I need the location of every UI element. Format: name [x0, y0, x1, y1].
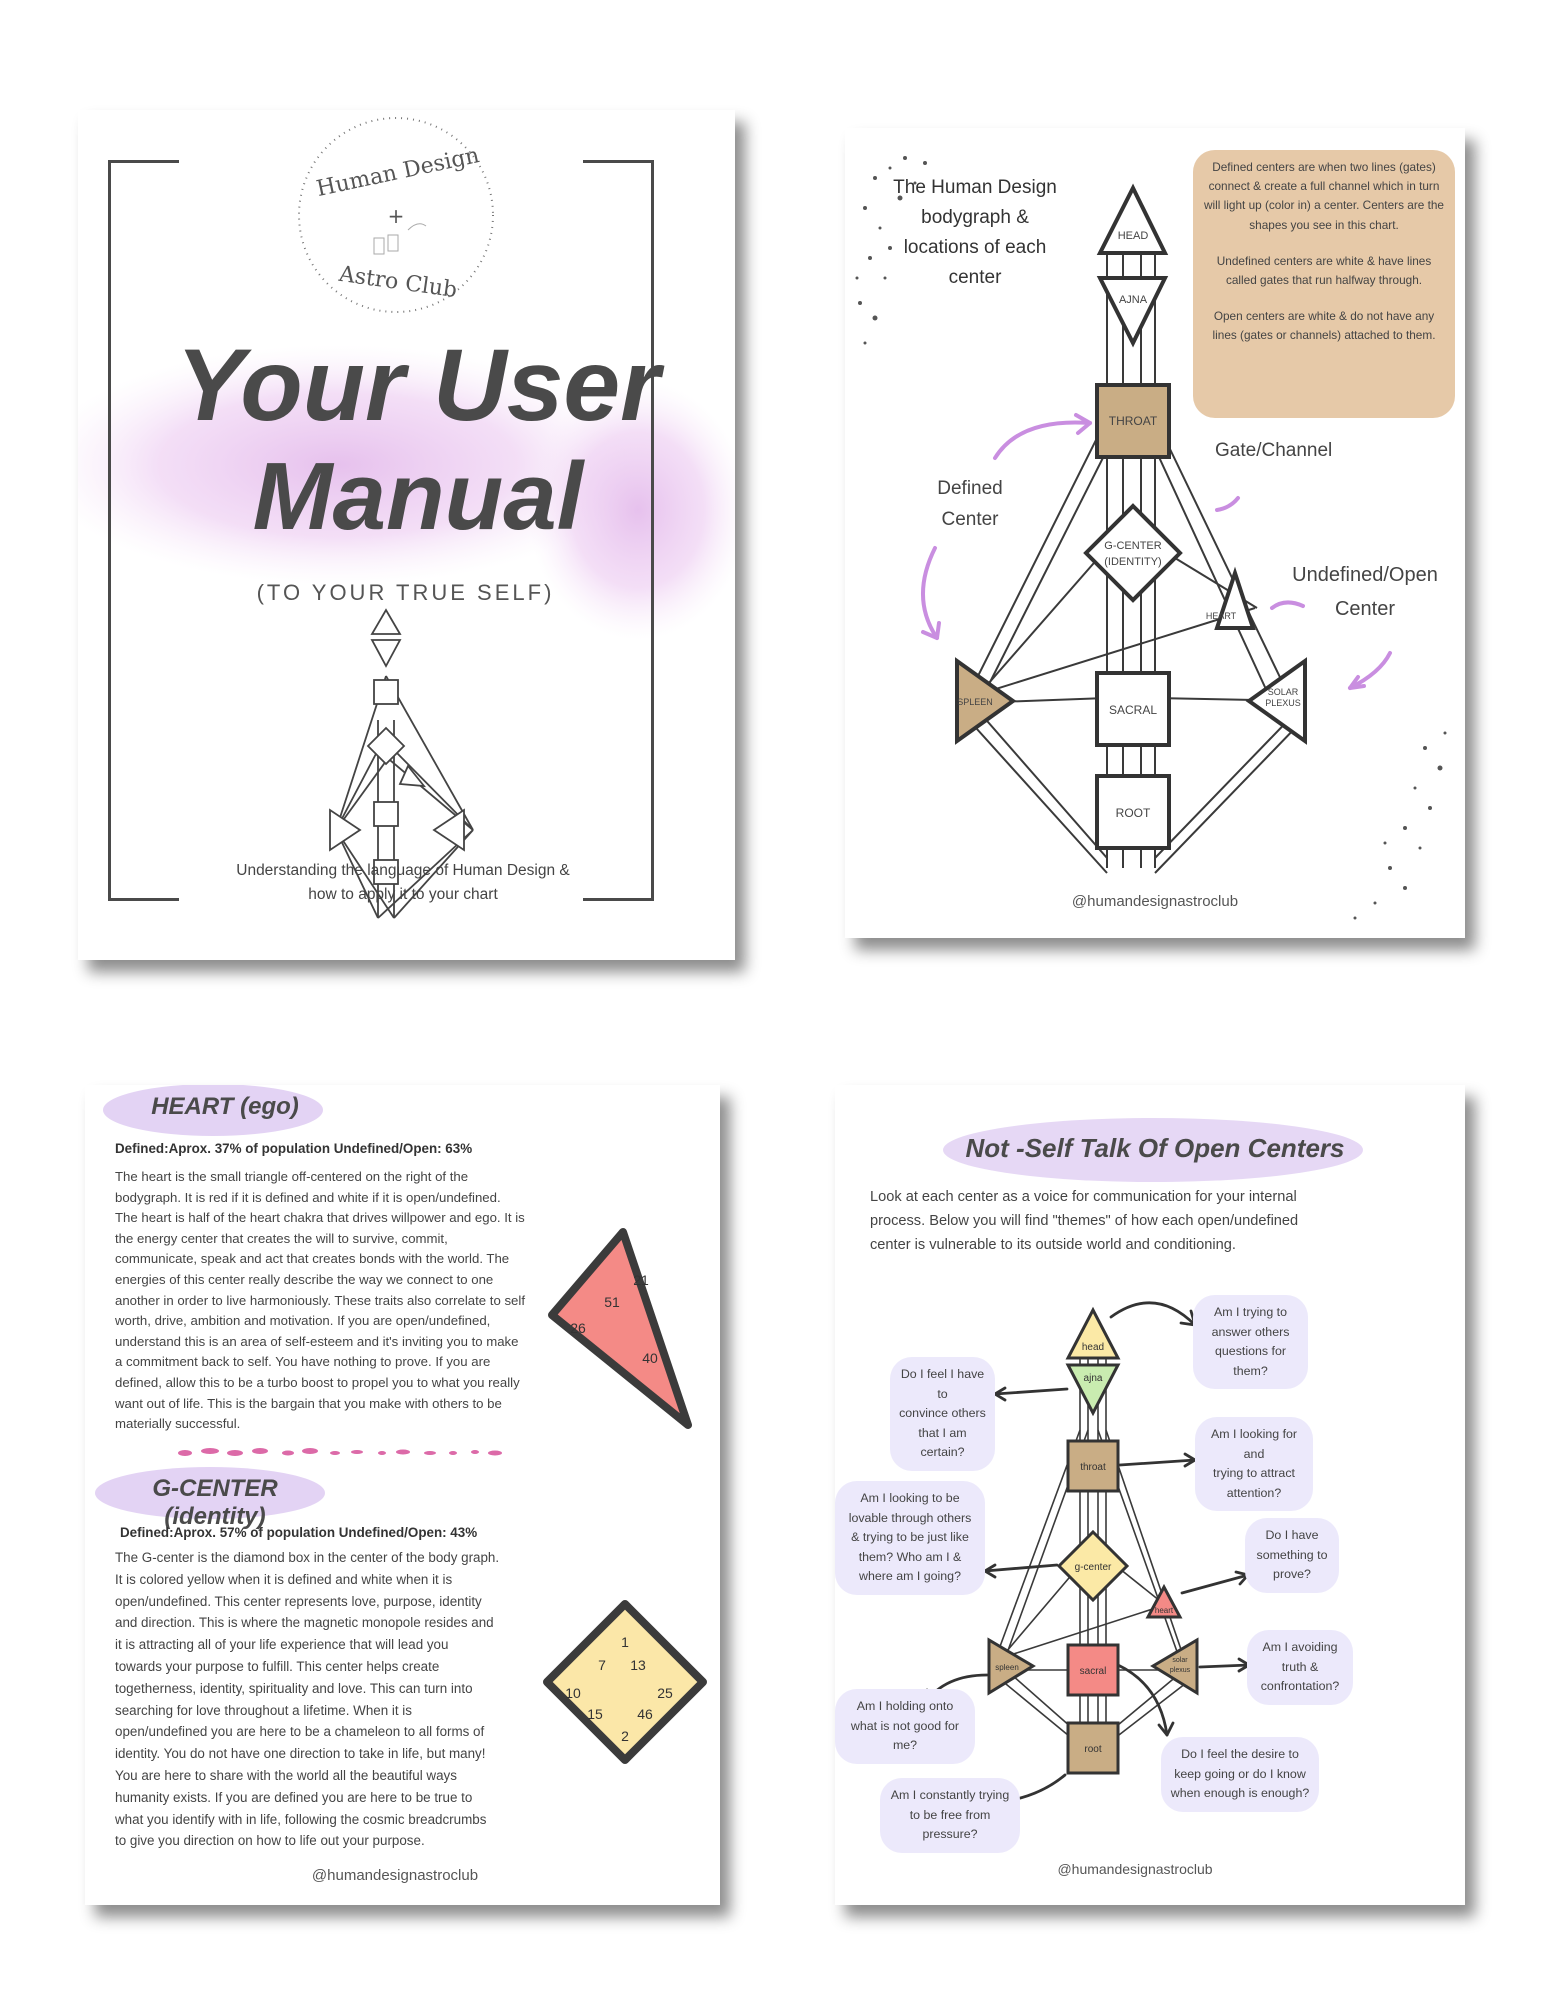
bodygraph-page	[845, 128, 1465, 938]
body-line: want out of life. This is the bargain that you make with others to be	[115, 1395, 502, 1411]
question-line: them? Who am I &	[858, 1549, 962, 1564]
question-line: Am I looking to be	[860, 1491, 960, 1505]
question-line: where am I going?	[859, 1569, 961, 1583]
question-line: attention?	[1226, 1485, 1282, 1500]
g-center-label: (IDENTITY)	[1104, 556, 1162, 568]
logo-bottom-text: Astro Club	[337, 261, 459, 304]
question-line: me?	[892, 1738, 918, 1752]
question-line: to be free from	[909, 1807, 991, 1822]
label-line: Center	[941, 509, 999, 530]
body-line: a commitment back to self. You have nothing to prove. If you are	[115, 1354, 491, 1370]
body-line: communicate, speak and act that creates bonds with the world. The	[115, 1251, 510, 1267]
head-label: HEAD	[1117, 230, 1149, 242]
body-line: worth, drive, ambition and motivation. If you are open/undefined,	[115, 1313, 491, 1329]
hand-icon	[408, 224, 426, 230]
info-box-text	[1203, 158, 1445, 346]
defined-center-label	[920, 473, 1020, 535]
gate-number: 10	[565, 1685, 581, 1701]
heart-label: heart	[1154, 1606, 1174, 1615]
question-line: keep going or do I know	[1174, 1766, 1306, 1781]
cover-tagline-line2: how to apply it to your chart	[308, 886, 498, 903]
question-bubble-throat	[1195, 1417, 1313, 1511]
question-line: convince others	[899, 1406, 986, 1420]
body-line: bodygraph. It is red if it is defined and white if it is open/undefined.	[115, 1189, 501, 1205]
question-line: pressure?	[922, 1827, 978, 1841]
question-line: answer others	[1211, 1324, 1290, 1339]
body-line: the energy center that creates the will to survive, commit,	[115, 1230, 448, 1246]
intro-line: Look at each center as a voice for communication for your internal	[870, 1189, 1297, 1205]
arrow-icon	[1111, 1303, 1195, 1325]
sacral-label: SACRAL	[1108, 703, 1158, 717]
notself-intro	[870, 1185, 1430, 1257]
gate-number: 21	[633, 1272, 649, 1288]
g-center-stats: Defined:Aprox. 57% of population Undefined/Open: 43%	[120, 1525, 478, 1540]
question-line: lovable through others	[848, 1510, 972, 1525]
notself-page	[835, 1085, 1465, 1905]
gate-number: 51	[604, 1294, 620, 1310]
heading-line: locations of each	[903, 237, 1047, 258]
question-bubble-g-center	[835, 1481, 985, 1595]
body-line: searching for love throughout a lifetime. When it is	[115, 1702, 412, 1718]
gate-channel-label: Gate/Channel	[1215, 440, 1333, 461]
question-line: questions for them?	[1215, 1344, 1286, 1378]
solar-label: solar	[1172, 1657, 1188, 1664]
question-line: something to	[1256, 1547, 1328, 1562]
question-line: Am I avoiding	[1262, 1640, 1338, 1654]
sacral-label: sacral	[1079, 1666, 1107, 1677]
question-line: Do I feel the desire to	[1181, 1747, 1299, 1761]
g-center	[1086, 506, 1180, 600]
footer-handle: @humandesignastroclub	[1057, 1861, 1213, 1877]
gate-number: 25	[657, 1685, 673, 1701]
body-line: another in order to live harmoniously. These traits also correlate to self	[115, 1292, 525, 1308]
arrow-icon	[995, 422, 1090, 458]
question-line: Do I have	[1265, 1528, 1319, 1542]
undefined-open-label	[1275, 558, 1455, 626]
throat-label: throat	[1080, 1462, 1106, 1473]
solar-label: SOLAR	[1267, 687, 1299, 697]
body-line: to give you direction on how to life out your purpose.	[115, 1833, 425, 1849]
info-paragraph: Defined centers are when two lines (gates) connect & create a full channel which in turn will light up (color in) a center. Centers are the shapes you see in this chart.	[1204, 160, 1444, 232]
body-line: what you identify with in life, following the cosmic breadcrumbs	[115, 1811, 487, 1827]
g-center-label: g-center	[1074, 1562, 1112, 1573]
gate-number: 13	[630, 1657, 646, 1673]
gate-number: 2	[621, 1728, 629, 1744]
footer-handle: @humandesignastroclub	[1071, 893, 1239, 910]
question-line: that I am certain?	[918, 1425, 967, 1459]
label-line: Undefined/Open	[1292, 564, 1438, 586]
question-line: Do I feel I have to	[900, 1367, 985, 1401]
solar-label: PLEXUS	[1265, 698, 1301, 708]
body-line: materially successful.	[115, 1416, 241, 1432]
question-line: when enough is enough?	[1170, 1786, 1310, 1800]
heading-line: center	[948, 267, 1002, 288]
intro-line: process. Below you will find "themes" of how each open/undefined	[870, 1213, 1299, 1229]
cover-title-line1: Your User	[176, 328, 660, 442]
gate-number: 1	[621, 1634, 629, 1650]
body-line: understand this is an area of self-esteem and it's inviting you to make	[115, 1333, 519, 1349]
question-bubble-ajna	[890, 1357, 995, 1471]
info-paragraph: Open centers are white & do not have any lines (gates or channels) attached to them.	[1212, 309, 1436, 343]
question-bubble-root	[880, 1778, 1020, 1853]
question-line: confrontation?	[1260, 1679, 1340, 1693]
body-line: The heart is half of the heart chakra that drives willpower and ego. It is	[115, 1210, 525, 1226]
body-line: open/undefined. This center represents love, purpose, identity	[115, 1593, 482, 1609]
tarot-card-icon	[388, 235, 398, 251]
cover-tagline-line1: Understanding the language of Human Design &	[236, 862, 570, 879]
heart-stats: Defined:Aprox. 37% of population Undefined/Open: 63%	[115, 1141, 473, 1156]
body-line: It is colored yellow when it is defined and white when it is	[115, 1571, 453, 1587]
label-line: Center	[1334, 598, 1396, 620]
throat-label: THROAT	[1108, 414, 1158, 428]
g-center-title: G-CENTER (identity)	[152, 1475, 278, 1530]
head-label: head	[1081, 1342, 1105, 1353]
arrow-icon	[1217, 498, 1238, 510]
heading-line: The Human Design	[893, 177, 1057, 198]
arrow-icon	[923, 548, 937, 638]
question-line: Am I holding onto	[856, 1699, 954, 1713]
root-label: root	[1084, 1744, 1102, 1755]
question-bubble-head	[1193, 1295, 1308, 1389]
question-line: & trying to be just like	[851, 1530, 969, 1544]
star-cluster-icon	[1354, 732, 1447, 920]
question-bubble-heart	[1245, 1518, 1339, 1593]
body-line: defined, allow this to be a turbo boost to propel you to what you really	[115, 1374, 520, 1390]
bodygraph-heading	[875, 173, 1075, 293]
heart-gcenter-page	[85, 1085, 720, 1905]
body-line: The heart is the small triangle off-centered on the right of the	[115, 1169, 469, 1184]
question-bubble-sacral	[1161, 1737, 1319, 1812]
body-line: energies of this center really describe the way we connect to one	[115, 1271, 494, 1287]
divider-dashes	[178, 1448, 502, 1456]
question-line: what is not good for	[850, 1718, 960, 1733]
body-line: and direction. This is where the magnetic monopole resides and	[115, 1615, 494, 1631]
head-center	[1100, 188, 1165, 253]
gate-number: 46	[637, 1706, 653, 1722]
logo-top-text: Human Design	[314, 143, 482, 202]
spleen-label: SPLEEN	[957, 697, 993, 707]
body-line: humanity exists. If you are defined you are here to be true to	[115, 1789, 473, 1805]
g-center-body	[115, 1547, 535, 1852]
arrow-icon	[1120, 1460, 1195, 1465]
logo-plus-icon: +	[387, 204, 405, 228]
question-line: truth &	[1281, 1659, 1319, 1674]
body-line: open/undefined you are here to be a chameleon to all forms of	[115, 1724, 485, 1740]
ajna-label: ajna	[1083, 1373, 1103, 1384]
arrow-icon	[995, 1389, 1067, 1394]
cover-subtitle: (TO YOUR TRUE SELF)	[256, 580, 555, 605]
notself-title: Not -Self Talk Of Open Centers	[965, 1133, 1345, 1163]
body-line: towards your purpose to fulfill. This center helps create	[115, 1658, 440, 1674]
question-line: trying to attract	[1213, 1466, 1295, 1480]
label-line: Defined	[937, 478, 1003, 499]
gate-number: 26	[570, 1320, 586, 1336]
body-line: identity. You do not have one direction to take in life, but many!	[115, 1746, 486, 1762]
info-paragraph: Undefined centers are white & have lines called gates that run halfway through.	[1216, 253, 1432, 288]
arrow-icon	[1200, 1665, 1249, 1667]
tarot-card-icon	[374, 238, 384, 254]
root-label: ROOT	[1115, 806, 1151, 820]
heading-line: bodygraph &	[921, 207, 1029, 228]
left-bracket	[108, 160, 179, 901]
question-line: Am I constantly trying	[890, 1788, 1010, 1802]
body-line: togetherness, identity, spirituality and love. This can turn into	[115, 1680, 473, 1696]
heart-title: HEART (ego)	[151, 1093, 299, 1120]
question-line: prove?	[1273, 1567, 1311, 1581]
g-center-label: G-CENTER	[1104, 540, 1162, 552]
heart-body	[115, 1167, 535, 1435]
question-bubble-solar-plexus	[1247, 1630, 1353, 1705]
question-line: Am I looking for and	[1210, 1427, 1298, 1461]
body-line: You are here to share with the world all the beautiful ways	[115, 1767, 457, 1783]
gate-number: 15	[587, 1706, 603, 1722]
spleen-label: spleen	[995, 1663, 1019, 1672]
cover-title-line2: Manual	[252, 443, 584, 550]
footer-handle: @humandesignastroclub	[311, 1867, 479, 1884]
arrow-icon	[1182, 1575, 1248, 1593]
ajna-label: AJNA	[1118, 294, 1148, 306]
gate-number: 40	[642, 1350, 658, 1366]
question-bubble-spleen	[835, 1689, 975, 1764]
gate-number: 7	[598, 1657, 606, 1673]
body-line: The G-center is the diamond box in the center of the body graph.	[115, 1550, 500, 1565]
intro-line: center is vulnerable to its outside world and conditioning.	[870, 1237, 1236, 1253]
question-line: Am I trying to	[1214, 1305, 1287, 1319]
solar-label: plexus	[1169, 1667, 1191, 1674]
cover-page	[78, 110, 735, 960]
heart-label: HEART	[1205, 611, 1237, 621]
body-line: it is attracting all of your life experience that will lead you	[115, 1637, 449, 1653]
